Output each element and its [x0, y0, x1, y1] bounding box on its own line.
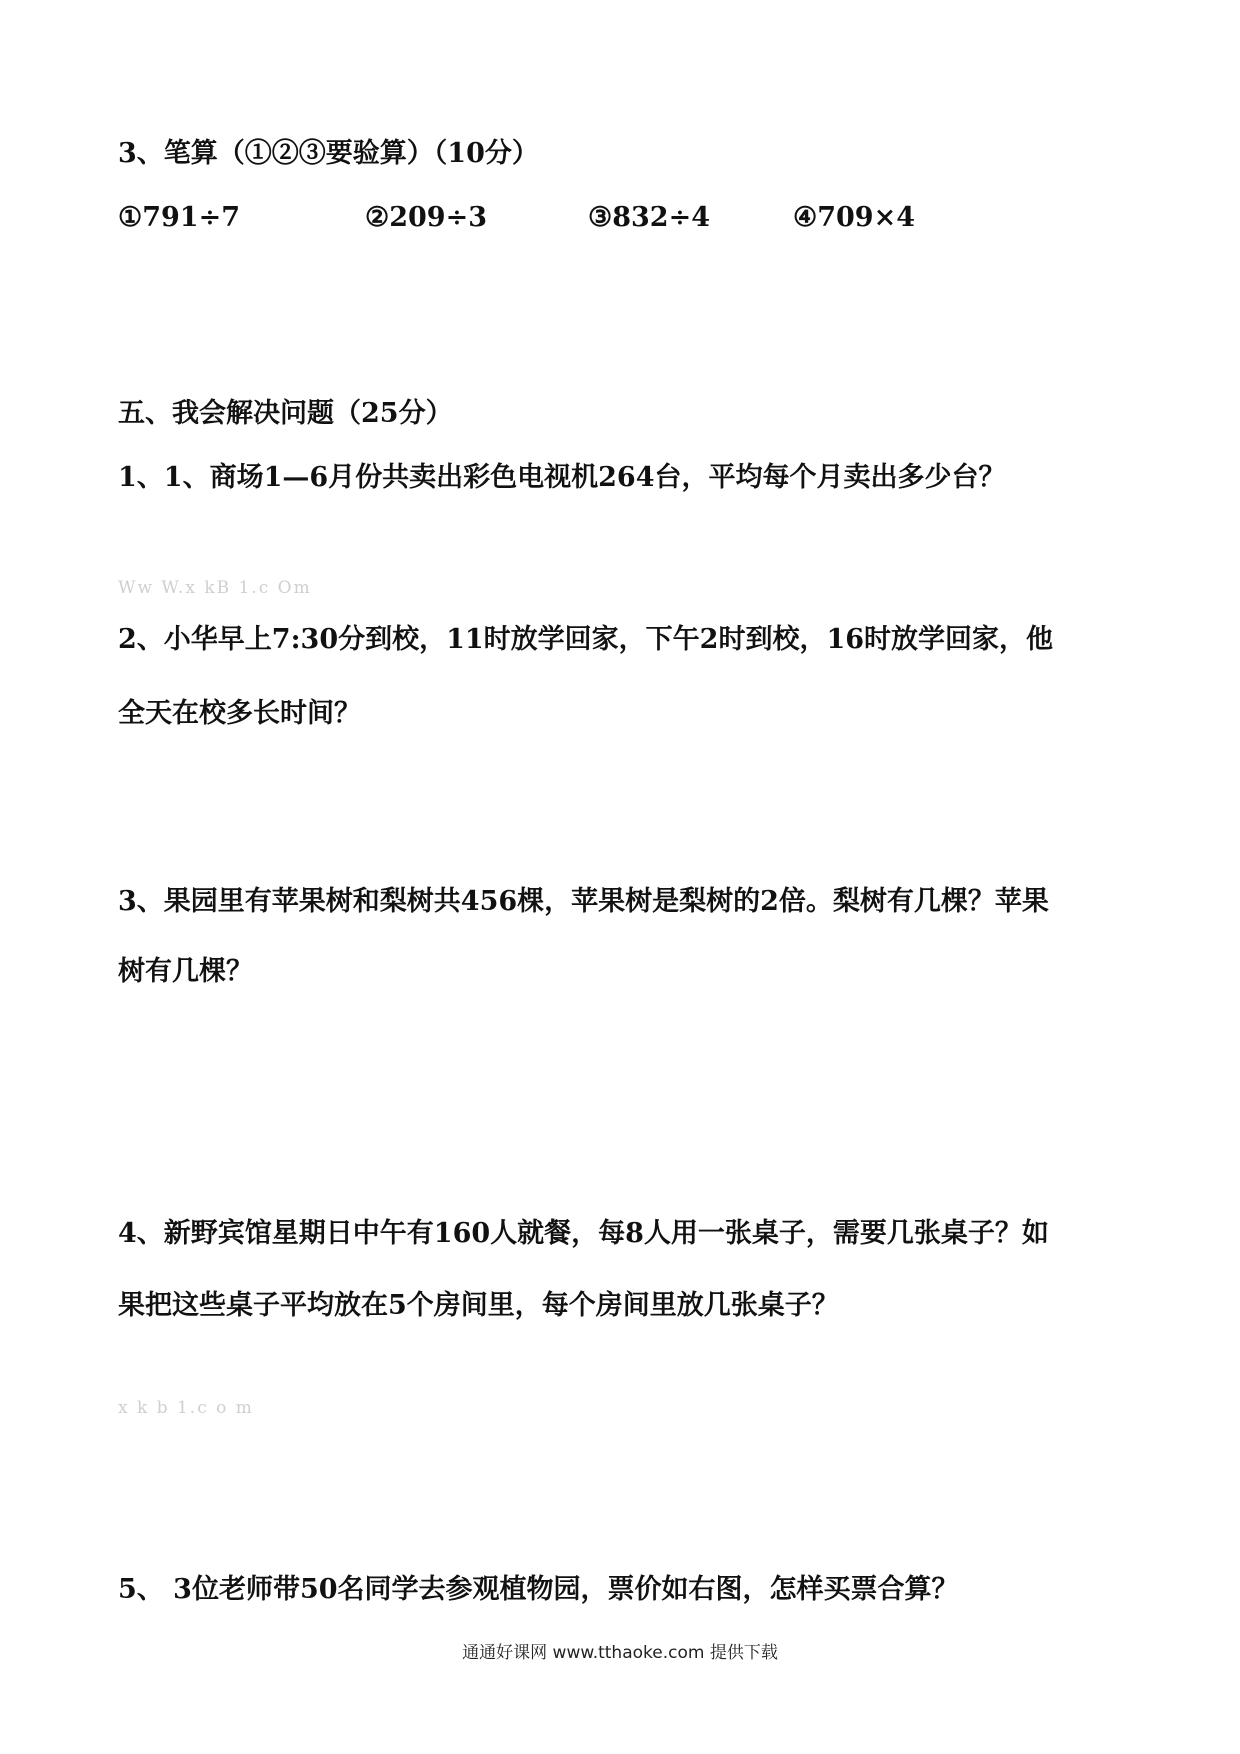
calculation-item: ①791÷7	[118, 202, 240, 233]
calculation-item: ③832÷4	[588, 202, 710, 233]
problem-2-line-2: 全天在校多长时间？	[118, 698, 361, 729]
problem-5: 5、 3位老师带50名同学去参观植物园，票价如右图，怎样买票合算？	[118, 1574, 959, 1605]
problem-1: 1、1、商场1—6月份共卖出彩色电视机264台，平均每个月卖出多少台？	[118, 462, 1006, 493]
problem-3-line-1: 3、果园里有苹果树和梨树共456棵，苹果树是梨树的2倍。梨树有几棵？苹果	[118, 886, 1049, 917]
problem-4-line-1: 4、新野宾馆星期日中午有160人就餐，每8人用一张桌子，需要几张桌子？如	[118, 1218, 1049, 1249]
calculation-item: ④709×4	[793, 202, 915, 233]
page-footer: 通通好课网 www.tthaoke.com 提供下载	[462, 1643, 778, 1663]
problem-4-line-2: 果把这些桌子平均放在5个房间里，每个房间里放几张桌子？	[118, 1290, 839, 1321]
section-heading-problem-solving: 五、我会解决问题（25分）	[118, 398, 453, 429]
watermark-text: x k b 1.c o m	[118, 1398, 254, 1418]
calculation-item: ②209÷3	[365, 202, 487, 233]
problem-2-line-1: 2、小华早上7:30分到校，11时放学回家，下午2时到校，16时放学回家，他	[118, 624, 1054, 655]
calculation-row	[118, 200, 918, 236]
problem-3-line-2: 树有几棵？	[118, 956, 253, 987]
watermark-text: Ww W.x kB 1.c Om	[118, 578, 312, 598]
section-heading-written-calculation: 3、笔算（①②③要验算）（10分）	[118, 138, 539, 169]
